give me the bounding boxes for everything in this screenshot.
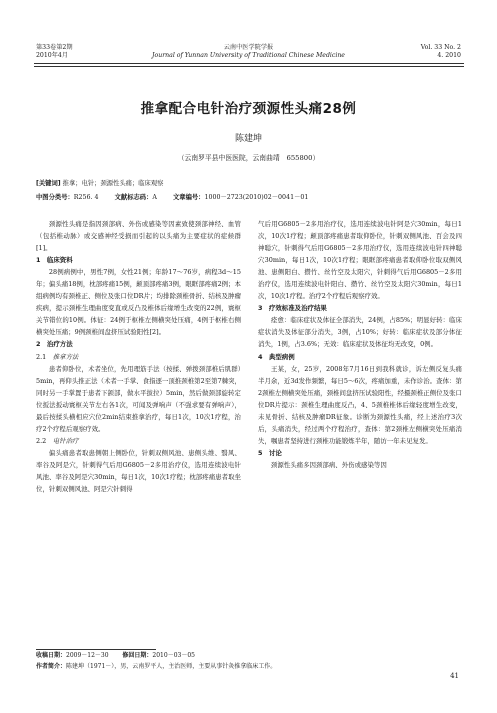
header-rule [34,63,464,64]
received-label: 收稿日期： [36,652,67,659]
received-date: 2009－12－30 [66,652,109,659]
article-no-label: 文章编号： [172,194,205,201]
volume-number: Vol. 33 No. 2 [420,44,461,51]
author-affiliation: （云南罗平县中医医院，云南曲靖 655800） [177,154,320,162]
paragraph: 28例病例中，男性7例，女性21例；年龄17～76岁，病程3d～15年；偏头痛18例，枕部疼痛15例，颠顶部疼痛3例，眼眶部疼痛2例；本组病例均有颈椎正、侧位及张口位DR片；均排除颈椎骨折、结核及肿瘤疾病，提示颈椎生理曲度变直或反凸及椎体后缘增生改变的22例，寰枢关节错位的10例。体征：24例于枢椎左侧横突处压痛，4例于枢椎右侧横突处压痛；9例颈椎间盘挤压试验阳性[2]。 [36,268,241,337]
paragraph: 颈源性头痛是指因颈部病、外伤或感染等因素致使颈部神经、血管（包括椎动脉）或交感神经受损而引起的以头痛为主要症状的症候群[1]。 [36,220,241,253]
author-bio-label: 作者简介： [36,663,67,670]
subsection-heading [36,351,241,363]
right-column [258,218,462,471]
paragraph: 痊愈：临床症状及体征全部消失，24例，占85%；明显好转：临床症状消失及体征部分消失，3例，占10%；好转：临床症状及部分体征消失，1例，占3.6%；无效：临床症状及体征均无改变，0例。 [258,316,462,349]
clc-label: 中图分类号： [36,194,74,201]
paragraph: 颈源性头痛多因颈部病、外伤或感染等因 [270,460,387,469]
page-number: 41 [450,672,459,680]
keywords: 推拿；电针；颈源性头痛；临床观察 [62,180,164,187]
doc-code-label: 文献标志码： [114,194,153,201]
revised-date: 2010－03－05 [152,652,195,659]
author-bio-line [36,662,276,672]
section-heading: 4 典型病例 [258,352,295,361]
issue-volume: 第33卷第2期 [36,44,73,51]
dates-line [36,651,195,661]
doc-code: A [152,194,157,201]
subsection-title: 电针治疗 [52,436,79,445]
revised-label: 修回日期： [122,652,153,659]
keywords-label: [关键词] [36,180,61,187]
paragraph: 偏头痛患者取患侧朝上侧卧位，针刺双侧风池、患侧头维、翳风、率谷及阿是穴，针刺得气后用G6805－2多用治疗仪，选用连续波电针风池、率谷及阿是穴30min，每日1次，10次1疗程；枕部疼痛患者取坐位，针刺双侧风池、阿是穴针刺得 [36,448,241,494]
article-number: 1000－2723(2010)02－0041－01 [204,194,309,201]
footnote-rule [36,649,156,650]
paragraph: 王某，女，25岁，2008年7月16日到我科就诊，诉左侧反复头痛半月余，近3d发作频繁，每日5～6次，疼痛加重，未作诊治。查体：第2颈椎左侧横突处压痛，颈椎间盘挤压试验阳性，经摄颈椎正侧位及张口位DR片提示：颈椎生理曲度反凸，4、5颈椎椎体后缘轻度增生改变，未见骨折、结核及肿瘤DR征象。诊断为颈源性头痛，经上述治疗3次后，头痛消失，经过两个疗程治疗，查体：第2颈椎左侧横突处压痛消失，嘱患者坚持进行颈椎功能锻炼半年，随访一年未见复发。 [258,364,462,445]
classification-line [36,193,461,203]
article-title: 推拿配合电针治疗颈源性头痛28例 [140,101,357,117]
keywords-line [36,179,461,189]
author-bio: 陈建坤（1971－），男，云南罗平人，主治医师，主要从事针灸推拿临床工作。 [66,663,277,670]
paragraph: 气后用G6805－2多用治疗仪，选用连续波电针阿是穴30min，每日1次，10次1疗程；颠顶部疼痛患者取仰卧位，针刺双侧风池、百会及四神聪穴，针刺得气后用G6805－2多用治疗仪，选用连续波电针四神聪穴30min，每日1次，10次1疗程；眼眶部疼痛患者取仰卧位取双侧风池、患侧阳白、攒竹、丝竹空及太阳穴，针刺得气后用G6805－2多用治疗仪，选用连续波电针阳白、攒竹、丝竹空及太阳穴30min，每日1次，10次1疗程。治疗2个疗程后观察疗效。 [258,220,462,301]
volume-date: 4. 2010 [437,52,461,59]
subsection-number: 2.2 [36,436,47,445]
clc-code: R256. 4 [73,194,99,201]
subsection-title: 推拿方法 [52,352,79,361]
section-heading: 5 讨论 [258,448,282,457]
header-rule-thin [34,66,464,67]
section-heading: 2 治疗方法 [36,340,73,349]
article-author: 陈建坤 [234,134,262,144]
subsection-heading [36,435,241,447]
journal-name-en: Journal of Yunnan University of Traditional Chinese Medicine [152,52,345,59]
issue-date: 2010年4月 [36,52,69,59]
paragraph: 患者仰卧位，术者坐位，先用理筋手法（按揉、弹拨颈部椎后肌群）5min，再仰头推正法（术者一手掌、食指逐一顶推颈椎第2至第7棘突，同时另一手掌置于患者下颌部，做水平拔拉）5min，然后做颈部旋转定位扳法扳动寰枢关节左右各1次，可闻及弹响声（不强求要有弹响声），最后按揉头横相应穴位2min结束推拿治疗，每日1次，10次1疗程，治疗2个疗程后观察疗效。 [36,364,241,433]
journal-volume [421,44,461,60]
section-heading: 1 临床资料 [36,256,73,265]
subsection-number: 2.1 [36,352,47,361]
section-heading: 3 疗效标准及治疗结果 [258,304,327,313]
journal-name-cn: 云南中医学院学报 [223,44,274,51]
left-column [36,218,241,495]
